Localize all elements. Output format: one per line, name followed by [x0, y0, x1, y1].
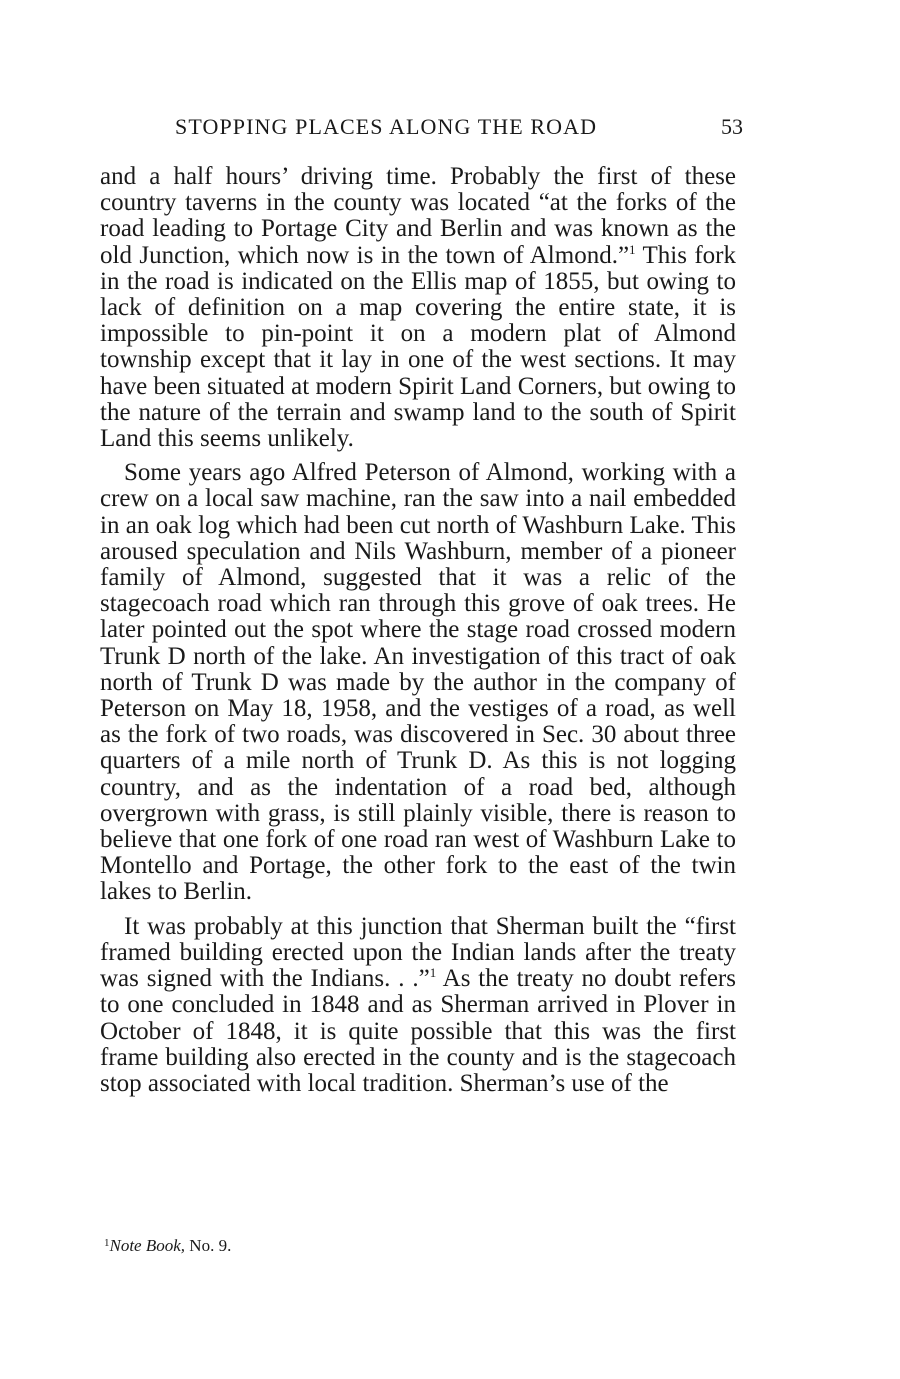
paragraph-3-text-a: It was probably at this junction that Sherman built the “first framed building erected upon the Indian lands after the treaty was signed with the Indians. . .” — [100, 912, 736, 993]
paragraph-1 — [100, 164, 736, 452]
footnote-mark: 1 — [104, 1237, 110, 1249]
footnote-source-title: Note Book, — [109, 1236, 186, 1255]
body-text — [100, 164, 736, 1105]
paragraph-3-text-b: As the treaty no doubt refers to one concluded in 1848 and as Sherman arrived in Plover in October of 1848, it is quite possible that this was the first frame building also erected in the county and is the stagecoach stop associated with local tradition. Sherman’s use of the — [100, 965, 736, 1097]
paragraph-1-text-b: This fork in the road is indicated on the Ellis map of 1855, but owing to lack of definition on a map covering the entire state, it is impossible to pin-point it on a modern plat of Almond township except that it lay in one of the west sections. It may have been situated at modern Spirit Land Corners, but owing to the nature of the terrain and swamp land to the south of Spirit Land this seems unlikely. — [100, 241, 736, 453]
page-number: 53 — [721, 114, 743, 139]
footnote-reference: 1 — [429, 965, 437, 981]
footnote-reference: 1 — [629, 241, 636, 257]
paragraph-3 — [100, 914, 736, 1097]
paragraph-1-text-a: and a half hours’ driving time. Probably the first of these country taverns in the county was located “at the forks of the road leading to Portage City and Berlin and was known as the old Junction, which now is in the town of Almond.” — [100, 163, 736, 269]
footnote-source-detail: No. 9. — [185, 1236, 232, 1255]
running-head-title: STOPPING PLACES ALONG THE ROAD — [175, 114, 598, 139]
paragraph-2: Some years ago Alfred Peterson of Almond, working with a crew on a local saw machine, ran the saw into a nail embedded in an oak log which had been cut north of Washburn Lake. This aroused speculation and Nils Washburn, member of a pioneer family of Almond, suggested that it was a relic of the stagecoach road which ran through this grove of oak trees. He later pointed out the spot where the stage road crossed modern Trunk D north of the lake. An investigation of this tract of oak north of Trunk D was made by the author in the company of Peterson on May 18, 1958, and the vestiges of a road, as well as the fork of two roads, was discovered in Sec. 30 about three quarters of a mile north of Trunk D. As this is not logging country, and as the indentation of a road bed, although overgrown with grass, is still plainly visible, there is reason to believe that one fork of one road ran west of Washburn Lake to Montello and Portage, the other fork to the east of the twin lakes to Berlin. — [100, 459, 736, 906]
footnote — [104, 1236, 231, 1256]
